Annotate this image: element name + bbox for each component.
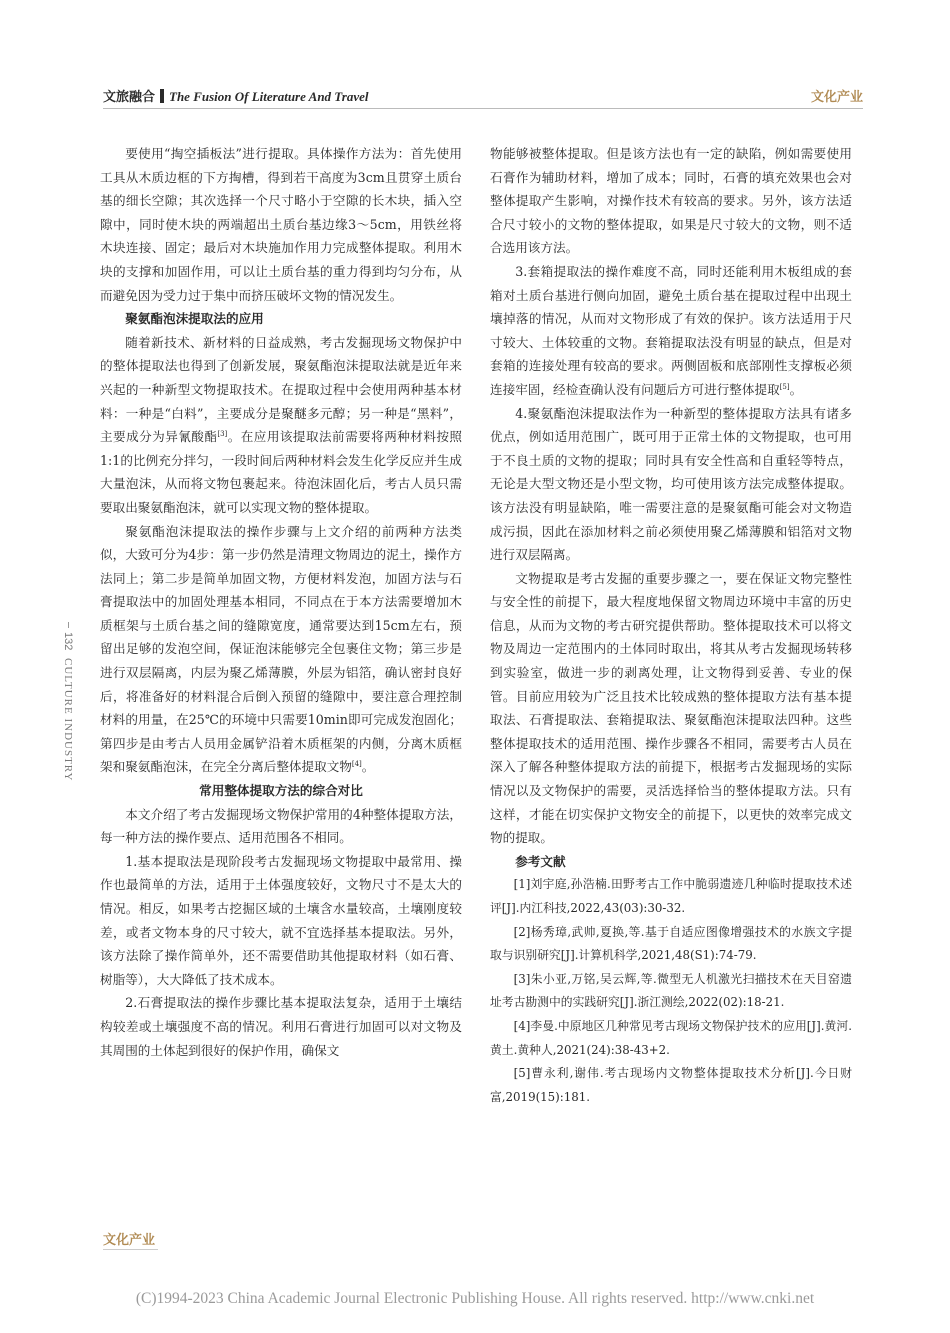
paragraph (100, 520, 462, 780)
copyright-notice: (C)1994-2023 China Academic Journal Electronic Publishing House. All rights reserved. http://www.cnki.net (135, 1290, 815, 1307)
paragraph: 4.聚氨酯泡沫提取法作为一种新型的整体提取方法具有诸多优点，例如适用范围广，既可用于正常土体的文物提取，也可用于不良土质的文物的提取；同时具有安全性高和自重轻等特点，无论是大型文物还是小型文物，均可使用该方法完成整体提取。该方法没有明显缺陷，唯一需要注意的是聚氨酯可能会对文物造成污损，因此在添加材料之前必须使用聚乙烯薄膜和铝箔对文物进行双层隔离。 (490, 405, 852, 563)
paragraph: 2.石膏提取法的操作步骤比基本提取法复杂，适用于土壤结构较差或土壤强度不高的情况。利用石膏进行加固可以对文物及其周围的土体起到很好的保护作用，确保文 (100, 995, 462, 1058)
paragraph-text: 随着新技术、新材料的日益成熟，考古发掘现场文物保护中的整体提取法也得到了创新发展，聚氨酯泡沫提取法就是近年来兴起的一种新型文物提取技术。在提取过程中会使用两种基本材料：一种是“白料”，主要成分是聚醚多元醇；另一种是“黑料”，主要成分为异氰酸酯 (100, 334, 462, 445)
page-header (103, 84, 863, 108)
paragraph-text: 。 (361, 759, 375, 775)
header-section-cn: 文旅融合 (103, 90, 156, 105)
header-rule (103, 108, 863, 109)
header-divider-bar (160, 89, 164, 103)
footer-rule (103, 1249, 158, 1250)
right-column (490, 142, 852, 1109)
side-divider (68, 622, 69, 628)
page-number: 132 (62, 632, 74, 651)
header-journal-name: 文化产业 (810, 90, 863, 105)
paragraph: 要使用“掏空插板法”进行提取。具体操作方法为：首先使用工具从木质边框的下方掏槽，得到若干高度为3cm且贯穿土质台基的细长空隙；其次选择一个尺寸略小于空隙的长木块，插入空隙中，同时使木块的两端超出土质台基边缘3～5cm，用铁丝将木块连接、固定；最后对木块施加作用力完成整体提取。利用木块的支撑和加固作用，可以让土质台基的重力得到均匀分布，从而避免因为受力过于集中而挤压破坏文物的情况发生。 (100, 146, 462, 303)
header-section-en: The Fusion Of Literature And Travel (169, 89, 369, 104)
reference-item: [4]李曼.中原地区几种常见考古现场文物保护技术的应用[J].黄河.黄土.黄种人,2021(24):38-43+2. (490, 1018, 852, 1057)
citation-mark: [5] (779, 382, 790, 391)
paragraph (100, 331, 462, 520)
paragraph: 1.基本提取法是现阶段考古发掘现场文物提取中最常用、操作也最简单的方法，适用于土体强度较好，文物尺寸不是太大的情况。相反，如果考古挖掘区域的土壤含水量较高，土壤刚度较差，或者文物本身的尺寸较大，就不宜选择基本提取法。另外，该方法除了操作简单外，还不需要借助其他提取材料（如石膏、树脂等），大大降低了技术成本。 (100, 853, 462, 987)
paragraph: 本文介绍了考古发掘现场文物保护常用的4种整体提取方法，每一种方法的操作要点、适用范围各不相同。 (100, 806, 462, 846)
header-section (103, 86, 368, 105)
section-heading: 常用整体提取方法的综合对比 (199, 783, 363, 799)
footer-journal-name: 文化产业 (103, 1233, 156, 1248)
paragraph-text: 。 (789, 381, 803, 397)
reference-item: [2]杨秀璋,武帅,夏换,等.基于自适应图像增强技术的水族文字提取与识别研究[J].计算机科学,2021,48(S1):74-79. (490, 924, 852, 963)
citation-mark: [3] (217, 429, 228, 438)
reference-item: [1]刘宇庭,孙浩楠.田野考古工作中脆弱遗迹几种临时提取技术述评[J].内江科技,2022,43(03):30-32. (490, 877, 852, 915)
left-column (100, 142, 462, 1062)
paragraph-text: 。在应用该提取法前需要将两种材料按照1:1的比例充分拌匀，一段时间后两种材料会发生化学反应并生成大量泡沫，从而将文物包裹起来。待泡沫固化后，考古人员只需要取出聚氨酯泡沫，就可以实现文物的整体提取。 (100, 429, 463, 515)
paragraph (490, 260, 852, 402)
paragraph: 物能够被整体提取。但是该方法也有一定的缺陷，例如需要使用石膏作为辅助材料，增加了成本；同时，石膏的填充效果也会对整体提取产生影响，对操作技术有较高的要求。另外，该方法适合尺寸较小的文物的整体提取，如果是尺寸较大的文物，则不适合选用该方法。 (490, 146, 852, 256)
references-heading: 参考文献 (515, 853, 566, 869)
reference-item: [3]朱小亚,万铭,吴云辉,等.微型无人机激光扫描技术在天目窑遗址考古勘测中的实践研究[J].浙江测绘,2022(02):18-21. (490, 971, 852, 1010)
paragraph-text: 聚氨酯泡沫提取法的操作步骤与上文介绍的前两种方法类似，大致可分为4步：第一步仍然是清理文物周边的泥土，操作方法同上；第二步是简单加固文物，方便材料发泡，加固方法与石膏提取法中的加固处理基本相同，不同点在于本方法需要增加木质框架与土质台基之间的缝隙宽度，通常要达到15cm左右，预留出足够的发泡空间，保证泡沫能够完全包裹住文物；第三步是进行双层隔离，内层为聚乙烯薄膜，外层为铝箔，确认密封良好后，将准备好的材料混合后倒入预留的缝隙中，要注意合理控制材料的用量，在25℃的环境中只需要10min即可完成发泡固化；第四步是由考古人员用金属铲沿着木质框架的内侧，分离木质框架和聚氨酯泡沫，在完全分离后整体提取文物 (100, 523, 462, 775)
citation-mark: [4] (351, 760, 362, 769)
side-journal-en: CULTURE INDUSTRY (62, 658, 74, 782)
paragraph: 文物提取是考古发掘的重要步骤之一，要在保证文物完整性与安全性的前提下，最大程度地保留文物周边环境中丰富的历史信息，从而为文物的考古研究提供帮助。整体提取技术可以将文物及周边一定范围内的土体同时取出，将其从考古发掘现场转移到实验室，做进一步的剥离处理，让文物得到妥善、专业的保管。目前应用较为广泛且技术比较成熟的整体提取方法有基本提取法、石膏提取法、套箱提取法、聚氨酯泡沫提取法四种。这些整体提取技术的适用范围、操作步骤各不相同，需要考古人员在深入了解各种整体提取方法的前提下，根据考古发掘现场的实际情况以及文物保护的需要，灵活选择恰当的整体提取方法。只有这样，才能在切实保护文物安全的前提下，以更快的效率完成文物的提取。 (490, 570, 852, 846)
paragraph-text: 3.套箱提取法的操作难度不高，同时还能利用木板组成的套箱对土质台基进行侧向加固，避免土质台基在提取过程中出现土壤掉落的情况，从而对文物形成了有效的保护。该方法适用于尺寸较大、土体较重的文物。套箱提取法没有明显的缺点，但是对套箱的连接处理有较高的要求。两侧固板和底部刚性支撑板必须连接牢固，经检查确认没有问题后方可进行整体提取 (490, 263, 852, 397)
side-label (62, 622, 80, 782)
reference-item: [5]曹永利,谢伟.考古现场内文物整体提取技术分析[J].今日财富,2019(15):181. (490, 1066, 852, 1104)
section-heading: 聚氨酯泡沫提取法的应用 (125, 311, 264, 327)
